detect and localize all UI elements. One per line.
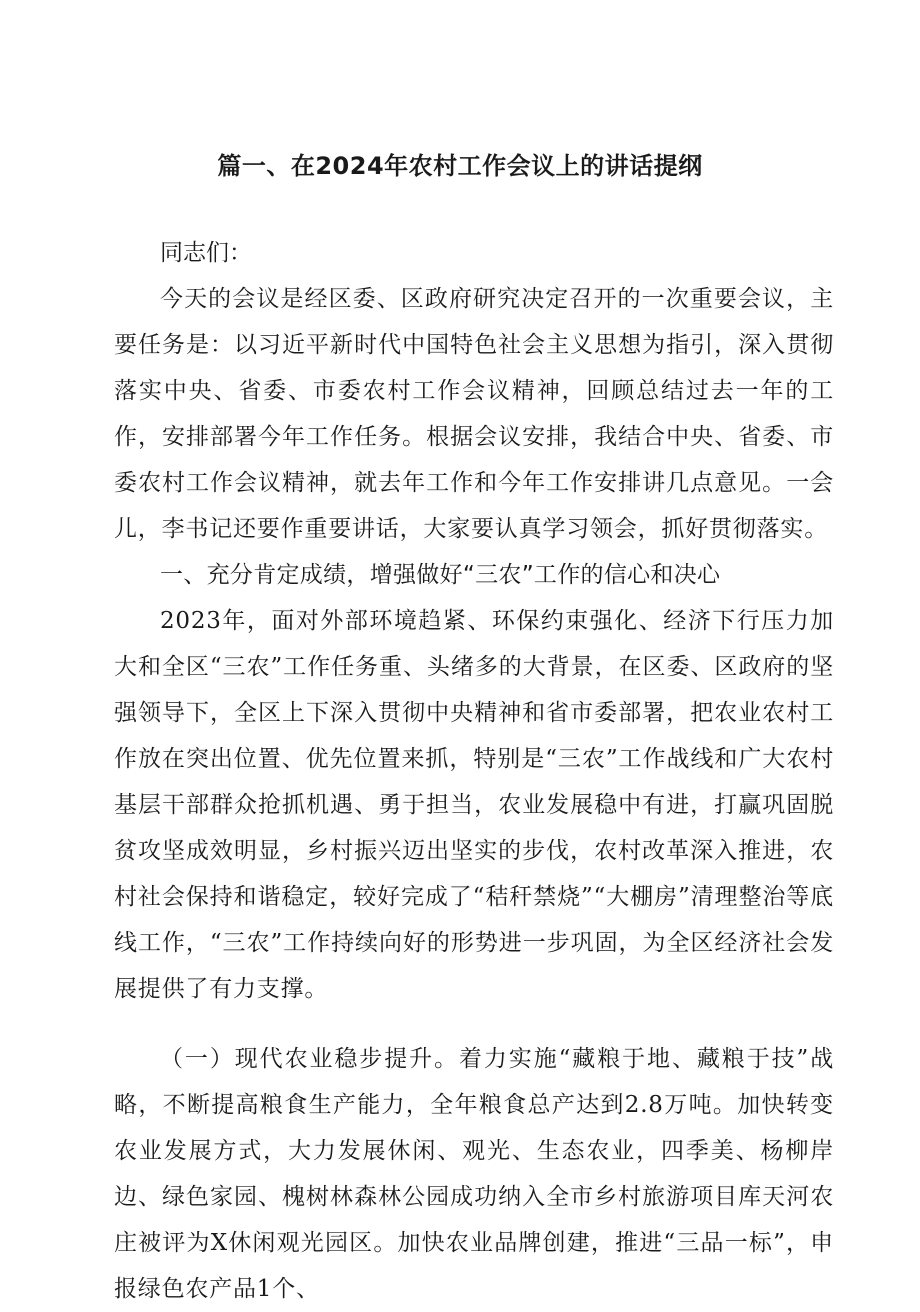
section-heading-1: 一、充分肯定成绩，增强做好“三农”工作的信心和决心 [160, 562, 721, 588]
section-1-paragraph: 2023年，面对外部环境趋紧、环保约束强化、经济下行压力加大和全区“三农”工作任务重、头绪多的大背景，在区委、区政府的坚强领导下，全区上下深入贯彻中央精神和省市委部署，把农业农村工作放在突出位置、优先位置来抓，特别是“三农”工作战线和广大农村基层干部群众抢抓机遇、勇于担当，农业发展稳中有进，打赢巩固脱贫攻坚成效明显，乡村振兴迈出坚实的步伐，农村改革深入推进，农村社会保持和谐稳定，较好完成了“秸秆禁烧”“大棚房”清理整治等底线工作，“三农”工作持续向好的形势进一步巩固，为全区经济社会发展提供了有力支撑。 [114, 608, 834, 1002]
subsection-1-paragraph: （一）现代农业稳步提升。着力实施“藏粮于地、藏粮于技”战略，不断提高粮食生产能力，全年粮食总产达到2.8万吨。加快转变农业发展方式，大力发展休闲、观光、生态农业，四季美、杨柳岸边、绿色家园、槐树林森林公园成功纳入全市乡村旅游项目库天河农庄被评为X休闲观光园区。加快农业品牌创建，推进“三品一标”，申报绿色农产品1个、 [114, 1046, 834, 1302]
paragraph-gap [114, 1012, 834, 1036]
salutation: 同志们： [160, 240, 252, 266]
intro-paragraph: 今天的会议是经区委、区政府研究决定召开的一次重要会议，主要任务是：以习近平新时代中国特色社会主义思想为指引，深入贯彻落实中央、省委、市委农村工作会议精神，回顾总结过去一年的工作，安排部署今年工作任务。根据会议安排，我结合中央、省委、市委农村工作会议精神，就去年工作和今年工作安排讲几点意见。一会儿，李书记还要作重要讲话，大家要认真学习领会，抓好贯彻落实。 [114, 286, 834, 542]
document-body [114, 230, 834, 1312]
document-title: 篇一、在2024年农村工作会议上的讲话提纲 [217, 152, 703, 180]
